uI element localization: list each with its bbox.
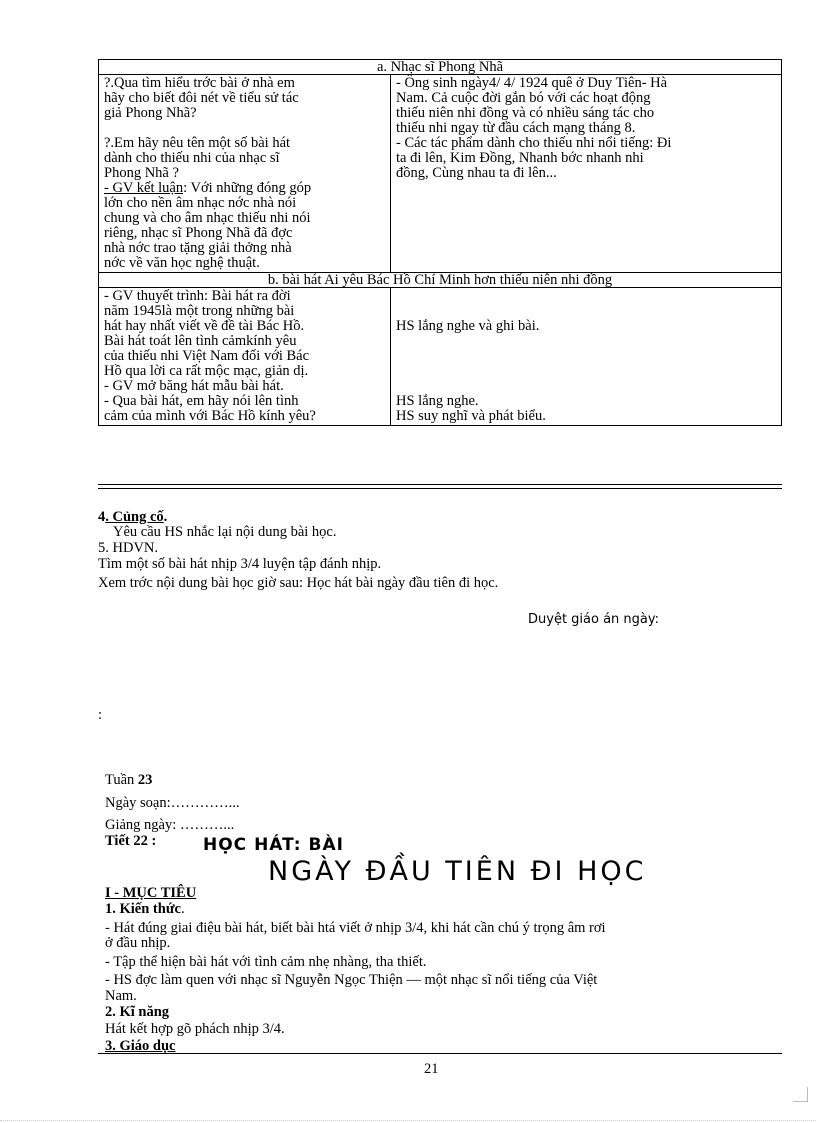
line: lớn cho nền âm nhạc nớc nhà nói [104,195,297,211]
section-a-header: a. Nhạc sĩ Phong Nhã [99,60,782,75]
line: giả Phong Nhã? [104,105,197,121]
stray-colon: : [98,707,103,723]
line: ta đi lên, Kim Đồng, Nhanh bớc nhanh nhi [396,150,644,166]
separator-line [98,484,782,485]
hdvn-text: Xem trớc nội dung bài học giờ sau: Học hát bài ngày đầu tiên đi học. [98,575,499,591]
review-heading: 4. Củng cố. [98,509,168,525]
knowledge-heading: 1. Kiến thức. [105,901,185,917]
conclusion-text: : Với những đóng góp [183,180,312,196]
skills-line: Hát kết hợp gõ phách nhịp 3/4. [105,1021,285,1037]
knowledge-line: - HS đợc làm quen với nhạc sĩ Nguyễn Ngọc Thiện — một nhạc sĩ nổi tiếng của Việt [105,972,598,988]
line: đồng, Cùng nhau ta đi lên... [396,165,557,181]
line: riêng, nhạc sĩ Phong Nhã đã đợc [104,225,293,241]
line: thiếu nhi ngay từ đầu cách mạng tháng 8. [396,120,636,136]
line: Phong Nhã ? [104,165,179,181]
hdvn-text: Tìm một số bài hát nhịp 3/4 luyện tập đánh nhịp. [98,556,382,572]
line: - Ông sinh ngày4/ 4/ 1924 quê ở Duy Tiên- Hà [396,75,668,91]
line: - GV thuyết trình: Bài hát ra đời [104,288,291,304]
period-label: Tiết 22 : [105,833,157,849]
skills-heading: 2. Kĩ năng [105,1004,170,1020]
lesson-title-2: NGÀY ĐẦU TIÊN ĐI HỌC [268,856,647,887]
page-edge [0,1120,816,1121]
row-b-teacher-cell [99,288,391,426]
page-corner-mark [793,1087,808,1102]
line: - Qua bài hát, em hãy nói lên tình [104,393,299,409]
row-a-teacher-cell [99,75,391,273]
line: HS lắng nghe. [396,393,479,409]
line: HS lắng nghe và ghi bài. [396,318,540,334]
line: - Các tác phẩm dành cho thiếu nhi nổi tiếng: Đi [396,135,672,151]
line: nhà nớc trao tặng giải thởng nhà [104,240,292,256]
line: hãy cho biết đôi nét về tiểu sử tác [104,90,299,106]
teach-date: Giảng ngày: ………... [105,817,235,833]
review-text: Yêu cầu HS nhắc lại nội dung bài học. [113,524,337,540]
knowledge-line: - Tập thể hiện bài hát với tình cảm nhẹ nhàng, tha thiết. [105,954,427,970]
knowledge-line: ở đầu nhịp. [105,935,171,951]
line: cảm của mình với Bác Hồ kính yêu? [104,408,316,424]
lesson-title-1: HỌC HÁT: BÀI [203,835,344,855]
line: HS suy nghĩ và phát biểu. [396,408,546,424]
separator-line [98,488,782,489]
line: thiếu niên nhi đồng và có nhiều sáng tác cho [396,105,655,121]
knowledge-line: - Hát đúng giai điệu bài hát, biết bài htá viết ở nhịp 3/4, khi hát cần chú ý trọng âm rơi [105,920,606,936]
row-b-student-cell [391,288,782,426]
objectives-heading: I - MỤC TIÊU [105,885,197,901]
knowledge-line: Nam. [105,988,137,1004]
lesson-table [98,59,782,426]
line: của thiếu nhi Việt Nam đối với Bác [104,348,310,364]
line: Bài hát toát lên tình cảmkính yêu [104,333,297,349]
line: hát hay nhất viết về đề tài Bác Hồ. [104,318,305,334]
page-number: 21 [424,1061,439,1077]
line: ?.Qua tìm hiểu trớc bài ở nhà em [104,75,295,91]
line: nớc về văn học nghệ thuật. [104,255,260,271]
line: Hồ qua lời ca rất mộc mạc, giản dị. [104,363,309,379]
line: Nam. Cả cuộc đời gắn bó với các hoạt động [396,90,651,106]
footer-line [98,1053,782,1054]
line: chung và cho âm nhạc thiếu nhi nói [104,210,311,226]
line: ?.Em hãy nêu tên một số bài hát [104,135,291,151]
hdvn-heading: 5. HDVN. [98,540,159,556]
line: năm 1945là một trong những bài [104,303,295,319]
line [104,181,385,196]
conclusion-label: - GV kết luận [104,180,184,196]
approval-label: Duyệt giáo án ngày: [528,612,660,627]
prep-date: Ngày soạn:…………... [105,795,240,811]
line [104,121,385,136]
section-b-header: b. bài hát Ai yêu Bác Hồ Chí Minh hơn thiếu niên nhi đồng [99,273,782,288]
line: - GV mở băng hát mẫu bài hát. [104,378,284,394]
line: dành cho thiếu nhi của nhạc sĩ [104,150,280,166]
week-line: Tuần 23 [105,772,153,788]
row-a-student-cell [391,75,782,273]
education-heading: 3. Giáo dục [105,1038,176,1054]
